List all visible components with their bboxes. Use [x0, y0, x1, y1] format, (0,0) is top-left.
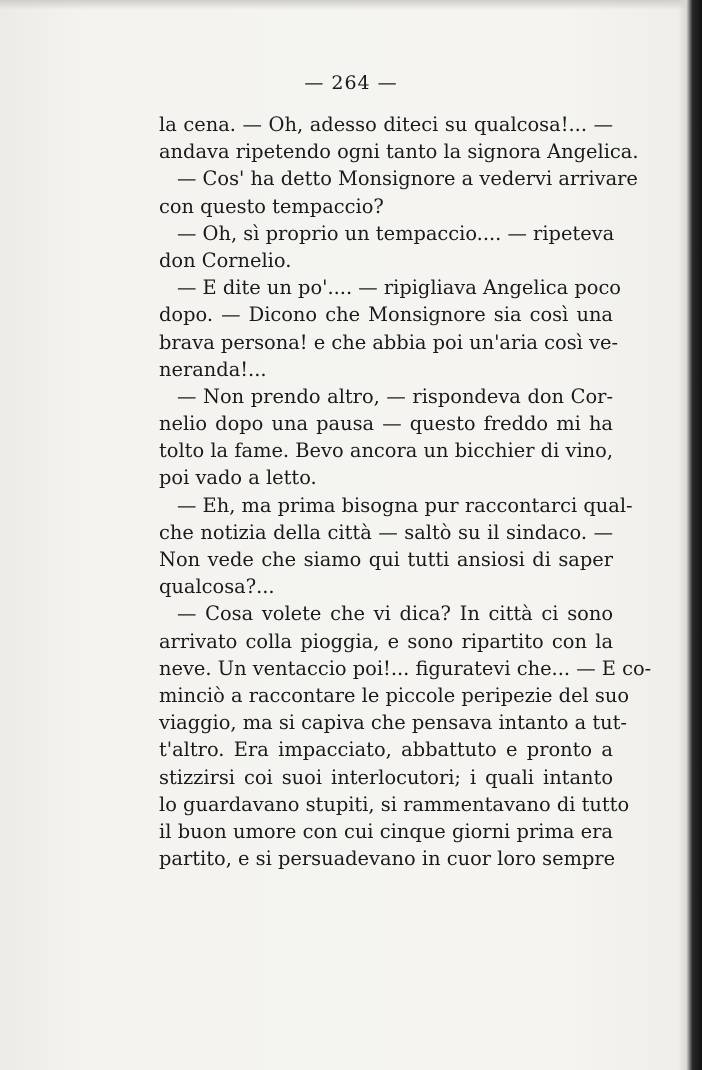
page-top-edge — [0, 0, 702, 10]
text-line: partito, e si persuadevano in cuor loro sempre — [159, 847, 616, 871]
text-line: dopo. — Dicono che Monsignore sia così una — [159, 303, 613, 327]
text-line: la cena. — Oh, adesso diteci su qualcosa!... — — [159, 113, 613, 136]
text-line: nelio dopo una pausa — questo freddo mi ha — [159, 412, 613, 436]
text-line: — E dite un po'.... — ripigliava Angelica poco — [177, 276, 621, 300]
text-line: tolto la fame. Bevo ancora un bicchier di vino, — [159, 439, 613, 463]
text-line: minciò a raccontare le piccole peripezie del suo — [159, 683, 630, 707]
text-line: stizzirsi coi suoi interlocutori; i quali intanto — [159, 765, 613, 789]
text-line: arrivato colla pioggia, e sono ripartito con la — [159, 629, 613, 653]
text-line: con questo tempaccio? — [159, 194, 384, 218]
text-line: neve. Un ventaccio poi!... figuratevi che... — E co- — [159, 656, 652, 680]
text-line: — Non prendo altro, — rispondeva don Cor- — [177, 384, 613, 408]
text-line: che notizia della città — saltò su il sindaco. — — [159, 520, 613, 544]
text-line: — Eh, ma prima bisogna pur raccontarci qual- — [177, 493, 633, 517]
text-line: lo guardavano stupiti, si rammentavano di tutto — [159, 792, 630, 816]
text-line: — Cos' ha detto Monsignore a vedervi arrivare — [177, 167, 638, 191]
text-line: brava persona! e che abbia poi un'aria così ve- — [159, 330, 618, 354]
page-number: — 264 — — [304, 72, 398, 94]
text-line: don Cornelio. — [159, 248, 292, 272]
text-line: neranda!... — [159, 357, 267, 381]
book-binding-edge — [678, 0, 702, 1070]
text-line: il buon umore con cui cinque giorni prima era — [159, 819, 613, 843]
text-line: Non vede che siamo qui tutti ansiosi di saper — [159, 548, 613, 571]
text-line: poi vado a letto. — [159, 466, 317, 490]
text-line: — Oh, sì proprio un tempaccio.... — ripeteva — [177, 221, 615, 245]
text-line: — Cosa volete che vi dica? In città ci sono — [177, 602, 613, 626]
text-line: viaggio, ma si capiva che pensava intanto a tut- — [159, 711, 627, 735]
text-line: t'altro. Era impacciato, abbattuto e pronto a — [159, 738, 613, 762]
text-line: qualcosa?... — [159, 575, 275, 599]
text-line: andava ripetendo ogni tanto la signora Angelica. — [159, 140, 639, 164]
body-text — [159, 111, 652, 872]
